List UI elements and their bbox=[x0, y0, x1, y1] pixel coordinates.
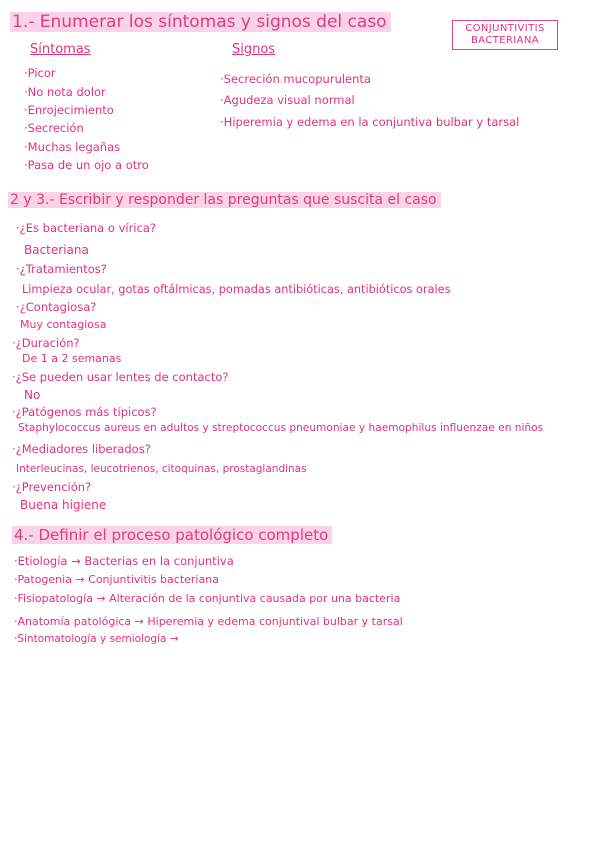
signos-heading: Signos bbox=[232, 42, 276, 57]
question: ·¿Es bacteriana o vírica? bbox=[16, 221, 156, 235]
sintoma-item: ·Secreción bbox=[24, 121, 84, 135]
answer: Interleucinas, leucotrienos, citoquinas, prostaglandinas bbox=[16, 463, 307, 475]
process-item: ·Etiología → Bacterias en la conjuntiva bbox=[14, 554, 234, 568]
signo-item: ·Agudeza visual normal bbox=[220, 93, 355, 107]
question: ·¿Contagiosa? bbox=[16, 300, 97, 314]
question: ·¿Mediadores liberados? bbox=[12, 442, 151, 456]
section4-title: 4.- Definir el proceso patológico completo bbox=[12, 526, 332, 544]
process-item: ·Anatomía patológica → Hiperemia y edema conjuntival bulbar y tarsal bbox=[14, 615, 403, 628]
answer: Buena higiene bbox=[20, 498, 107, 512]
question: ·¿Prevención? bbox=[12, 480, 92, 494]
answer: No bbox=[24, 388, 41, 402]
diagnosis-tag-line2: BACTERIANA bbox=[471, 35, 539, 46]
process-item: ·Sintomatología y semiología → bbox=[14, 633, 179, 645]
signo-item: ·Secreción mucopurulenta bbox=[220, 72, 371, 86]
sintoma-item: ·Picor bbox=[24, 66, 56, 80]
sintoma-item: ·Muchas legañas bbox=[24, 140, 121, 154]
sintoma-item: ·Enrojecimiento bbox=[24, 103, 114, 117]
section1-title: 1.- Enumerar los síntomas y signos del caso bbox=[10, 12, 391, 32]
process-item: ·Fisiopatología → Alteración de la conjuntiva causada por una bacteria bbox=[14, 592, 401, 605]
sintoma-item: ·No nota dolor bbox=[24, 85, 106, 99]
answer: Bacteriana bbox=[24, 243, 89, 257]
process-item: ·Patogenia → Conjuntivitis bacteriana bbox=[14, 573, 219, 586]
diagnosis-tag bbox=[452, 20, 558, 50]
sintomas-heading: Síntomas bbox=[30, 42, 91, 57]
diagnosis-tag-line1: CONJUNTIVITIS bbox=[465, 23, 545, 34]
signo-item: ·Hiperemia y edema en la conjuntiva bulbar y tarsal bbox=[220, 115, 520, 129]
answer: De 1 a 2 semanas bbox=[22, 352, 122, 365]
question: ·¿Duración? bbox=[12, 336, 80, 350]
question: ·¿Patógenos más típicos? bbox=[12, 405, 157, 419]
question: ·¿Se pueden usar lentes de contacto? bbox=[12, 370, 229, 384]
section2-title: 2 y 3.- Escribir y responder las preguntas que suscita el caso bbox=[8, 192, 441, 208]
sintoma-item: ·Pasa de un ojo a otro bbox=[24, 158, 149, 172]
answer: Muy contagiosa bbox=[20, 318, 107, 331]
answer: Staphylococcus aureus en adultos y streptococcus pneumoniae y haemophilus influenzae en niños bbox=[18, 422, 544, 434]
question: ·¿Tratamientos? bbox=[16, 262, 107, 276]
answer: Limpieza ocular, gotas oftálmicas, pomadas antibióticas, antibióticos orales bbox=[22, 283, 451, 296]
